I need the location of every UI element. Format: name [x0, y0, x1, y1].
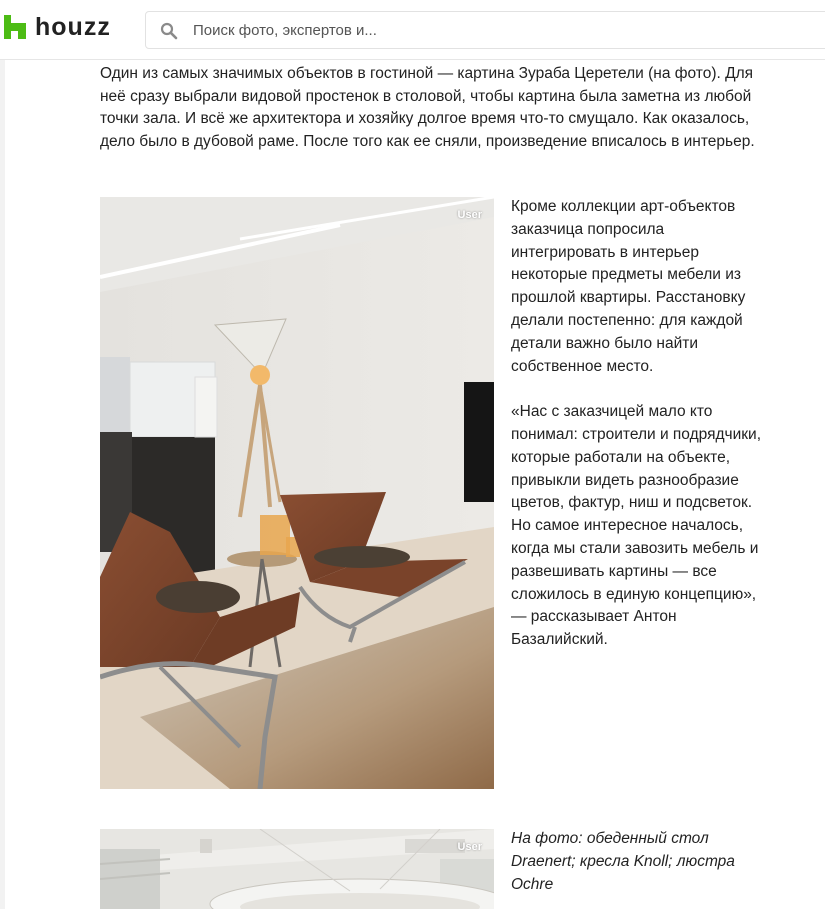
- photo-caption: На фото: обеденный стол Draenert; кресла Knoll; люстра Ochre: [511, 830, 735, 893]
- search-box[interactable]: [145, 11, 825, 49]
- dining-room-photo[interactable]: [100, 829, 494, 909]
- search-input[interactable]: [193, 12, 793, 48]
- houzz-logo-text: houzz: [35, 13, 111, 41]
- living-room-photo[interactable]: [100, 197, 494, 789]
- intro-paragraph: Один из самых значимых объектов в гостиной — картина Зураба Церетели (на фото). Для неё сразу выбрали видовой простенок в столовой, чтобы картина была заметна из любой точки зала. И всё же архитектора и хозяйку долгое время что-то смущало. Как оказалось, дело было в дубовой раме. После того как ее сняли, произведение вписалось в интерьер.: [100, 65, 755, 151]
- search-icon: [160, 22, 178, 40]
- houzz-logo[interactable]: [4, 14, 111, 40]
- top-header: [0, 0, 825, 60]
- user-badge: User: [457, 209, 482, 221]
- houzz-logo-icon: [4, 15, 26, 39]
- side-text: [511, 196, 761, 652]
- side-paragraph-1: Кроме коллекции арт-объектов заказчица попросила интегрировать в интерьер некоторые предметы мебели из прошлой квартиры. Расстановку делали постепенно: для каждой детали важно было найти собственное место.: [511, 198, 746, 375]
- page-edge: [0, 60, 5, 909]
- side-paragraph-2: «Нас с заказчицей мало кто понимал: строители и подрядчики, которые работали на объекте, привыкли видеть разнообразие цветов, фактур, ниш и подсветок. Но самое интересное началось, когда мы стали завозить мебель и развешивать картины — все сложилось в единую концепцию», — рассказывает Антон Базалийский.: [511, 403, 761, 649]
- user-badge: User: [457, 841, 482, 853]
